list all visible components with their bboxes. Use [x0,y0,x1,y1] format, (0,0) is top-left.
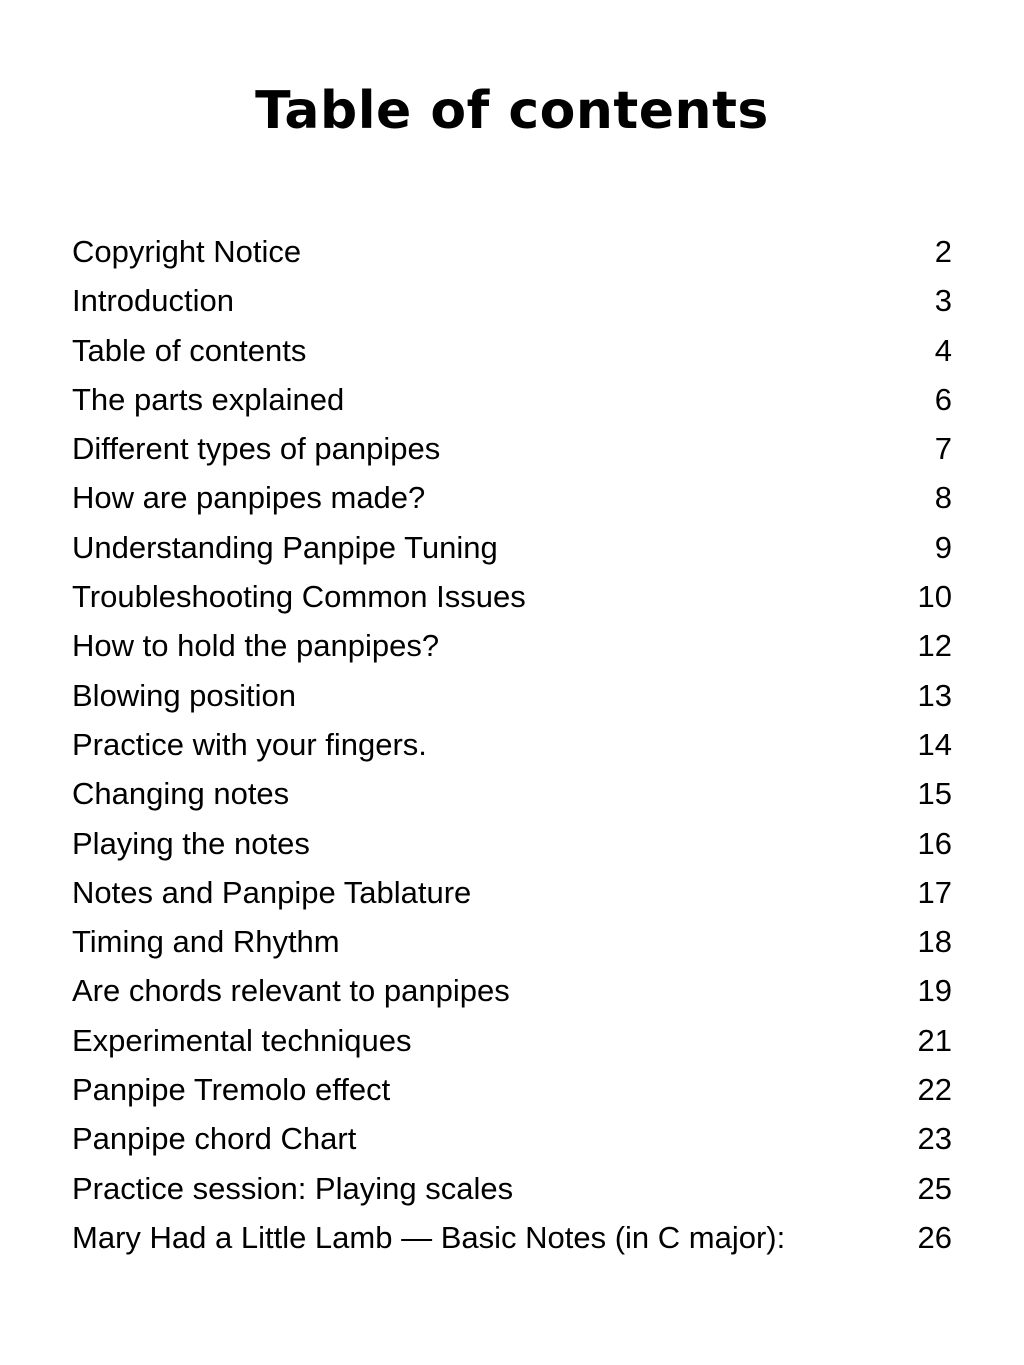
toc-entry-how-panpipes-made[interactable] [72,473,952,522]
toc-entry-page-number: 17 [917,874,952,910]
toc-entry-label: Practice session: Playing scales [72,1170,514,1206]
table-of-contents-list [72,227,952,1262]
toc-entry-page-number: 25 [917,1170,952,1206]
toc-entry-troubleshooting[interactable] [72,572,952,621]
toc-entry-page-number: 16 [917,825,952,861]
toc-entry-label: How to hold the panpipes? [72,628,440,664]
toc-entry-playing-notes[interactable] [72,819,952,868]
toc-entry-page-number: 8 [934,480,952,516]
toc-entry-page-number: 4 [934,332,952,368]
toc-entry-panpipe-tuning[interactable] [72,523,952,572]
toc-entry-table-of-contents[interactable] [72,326,952,375]
toc-entry-practice-scales[interactable] [72,1164,952,1213]
toc-entry-label: Experimental techniques [72,1022,412,1058]
toc-entry-label: Panpipe chord Chart [72,1121,357,1157]
toc-entry-types-of-panpipes[interactable] [72,424,952,473]
toc-entry-label: Timing and Rhythm [72,924,340,960]
toc-entry-label: Different types of panpipes [72,431,441,467]
toc-entry-tremolo-effect[interactable] [72,1065,952,1114]
toc-entry-page-number: 2 [934,234,952,269]
toc-entry-notes-tablature[interactable] [72,868,952,917]
toc-entry-changing-notes[interactable] [72,769,952,818]
toc-entry-label: How are panpipes made? [72,480,426,516]
toc-entry-label: Introduction [72,283,234,319]
toc-entry-page-number: 3 [934,283,952,319]
toc-entry-page-number: 9 [934,529,952,565]
toc-entry-label: Mary Had a Little Lamb — Basic Notes (in C major): [72,1219,786,1255]
toc-entry-label: Blowing position [72,677,297,713]
toc-entry-label: Understanding Panpipe Tuning [72,529,498,565]
toc-entry-page-number: 26 [917,1219,952,1255]
toc-entry-page-number: 22 [917,1072,952,1108]
toc-entry-introduction[interactable] [72,276,952,325]
toc-entry-copyright-notice[interactable] [72,227,952,276]
toc-entry-label: Notes and Panpipe Tablature [72,874,472,910]
toc-entry-label: Changing notes [72,776,290,812]
toc-entry-experimental-techniques[interactable] [72,1016,952,1065]
toc-entry-label: Panpipe Tremolo effect [72,1072,391,1108]
toc-entry-label: Are chords relevant to panpipes [72,973,510,1009]
toc-entry-label: Playing the notes [72,825,310,861]
page-title: Table of contents [255,81,769,141]
toc-entry-page-number: 21 [917,1022,952,1058]
toc-entry-mary-had-a-little-lamb[interactable] [72,1213,952,1262]
toc-entry-page-number: 12 [917,628,952,664]
toc-entry-label: The parts explained [72,381,345,417]
toc-entry-page-number: 23 [917,1121,952,1157]
toc-entry-chords-relevant[interactable] [72,966,952,1015]
toc-entry-page-number: 6 [934,381,952,417]
toc-entry-label: Practice with your fingers. [72,726,427,762]
toc-entry-chord-chart[interactable] [72,1114,952,1163]
toc-entry-parts-explained[interactable] [72,375,952,424]
toc-entry-page-number: 7 [934,431,952,467]
toc-entry-label: Copyright Notice [72,234,302,269]
toc-entry-how-to-hold[interactable] [72,621,952,670]
toc-entry-label: Troubleshooting Common Issues [72,579,526,615]
toc-entry-page-number: 14 [917,726,952,762]
toc-entry-page-number: 10 [917,579,952,615]
toc-entry-label: Table of contents [72,332,307,368]
toc-entry-page-number: 18 [917,924,952,960]
toc-entry-page-number: 19 [917,973,952,1009]
toc-entry-blowing-position[interactable] [72,671,952,720]
toc-entry-page-number: 13 [917,677,952,713]
toc-entry-timing-rhythm[interactable] [72,917,952,966]
toc-entry-practice-fingers[interactable] [72,720,952,769]
toc-entry-page-number: 15 [917,776,952,812]
